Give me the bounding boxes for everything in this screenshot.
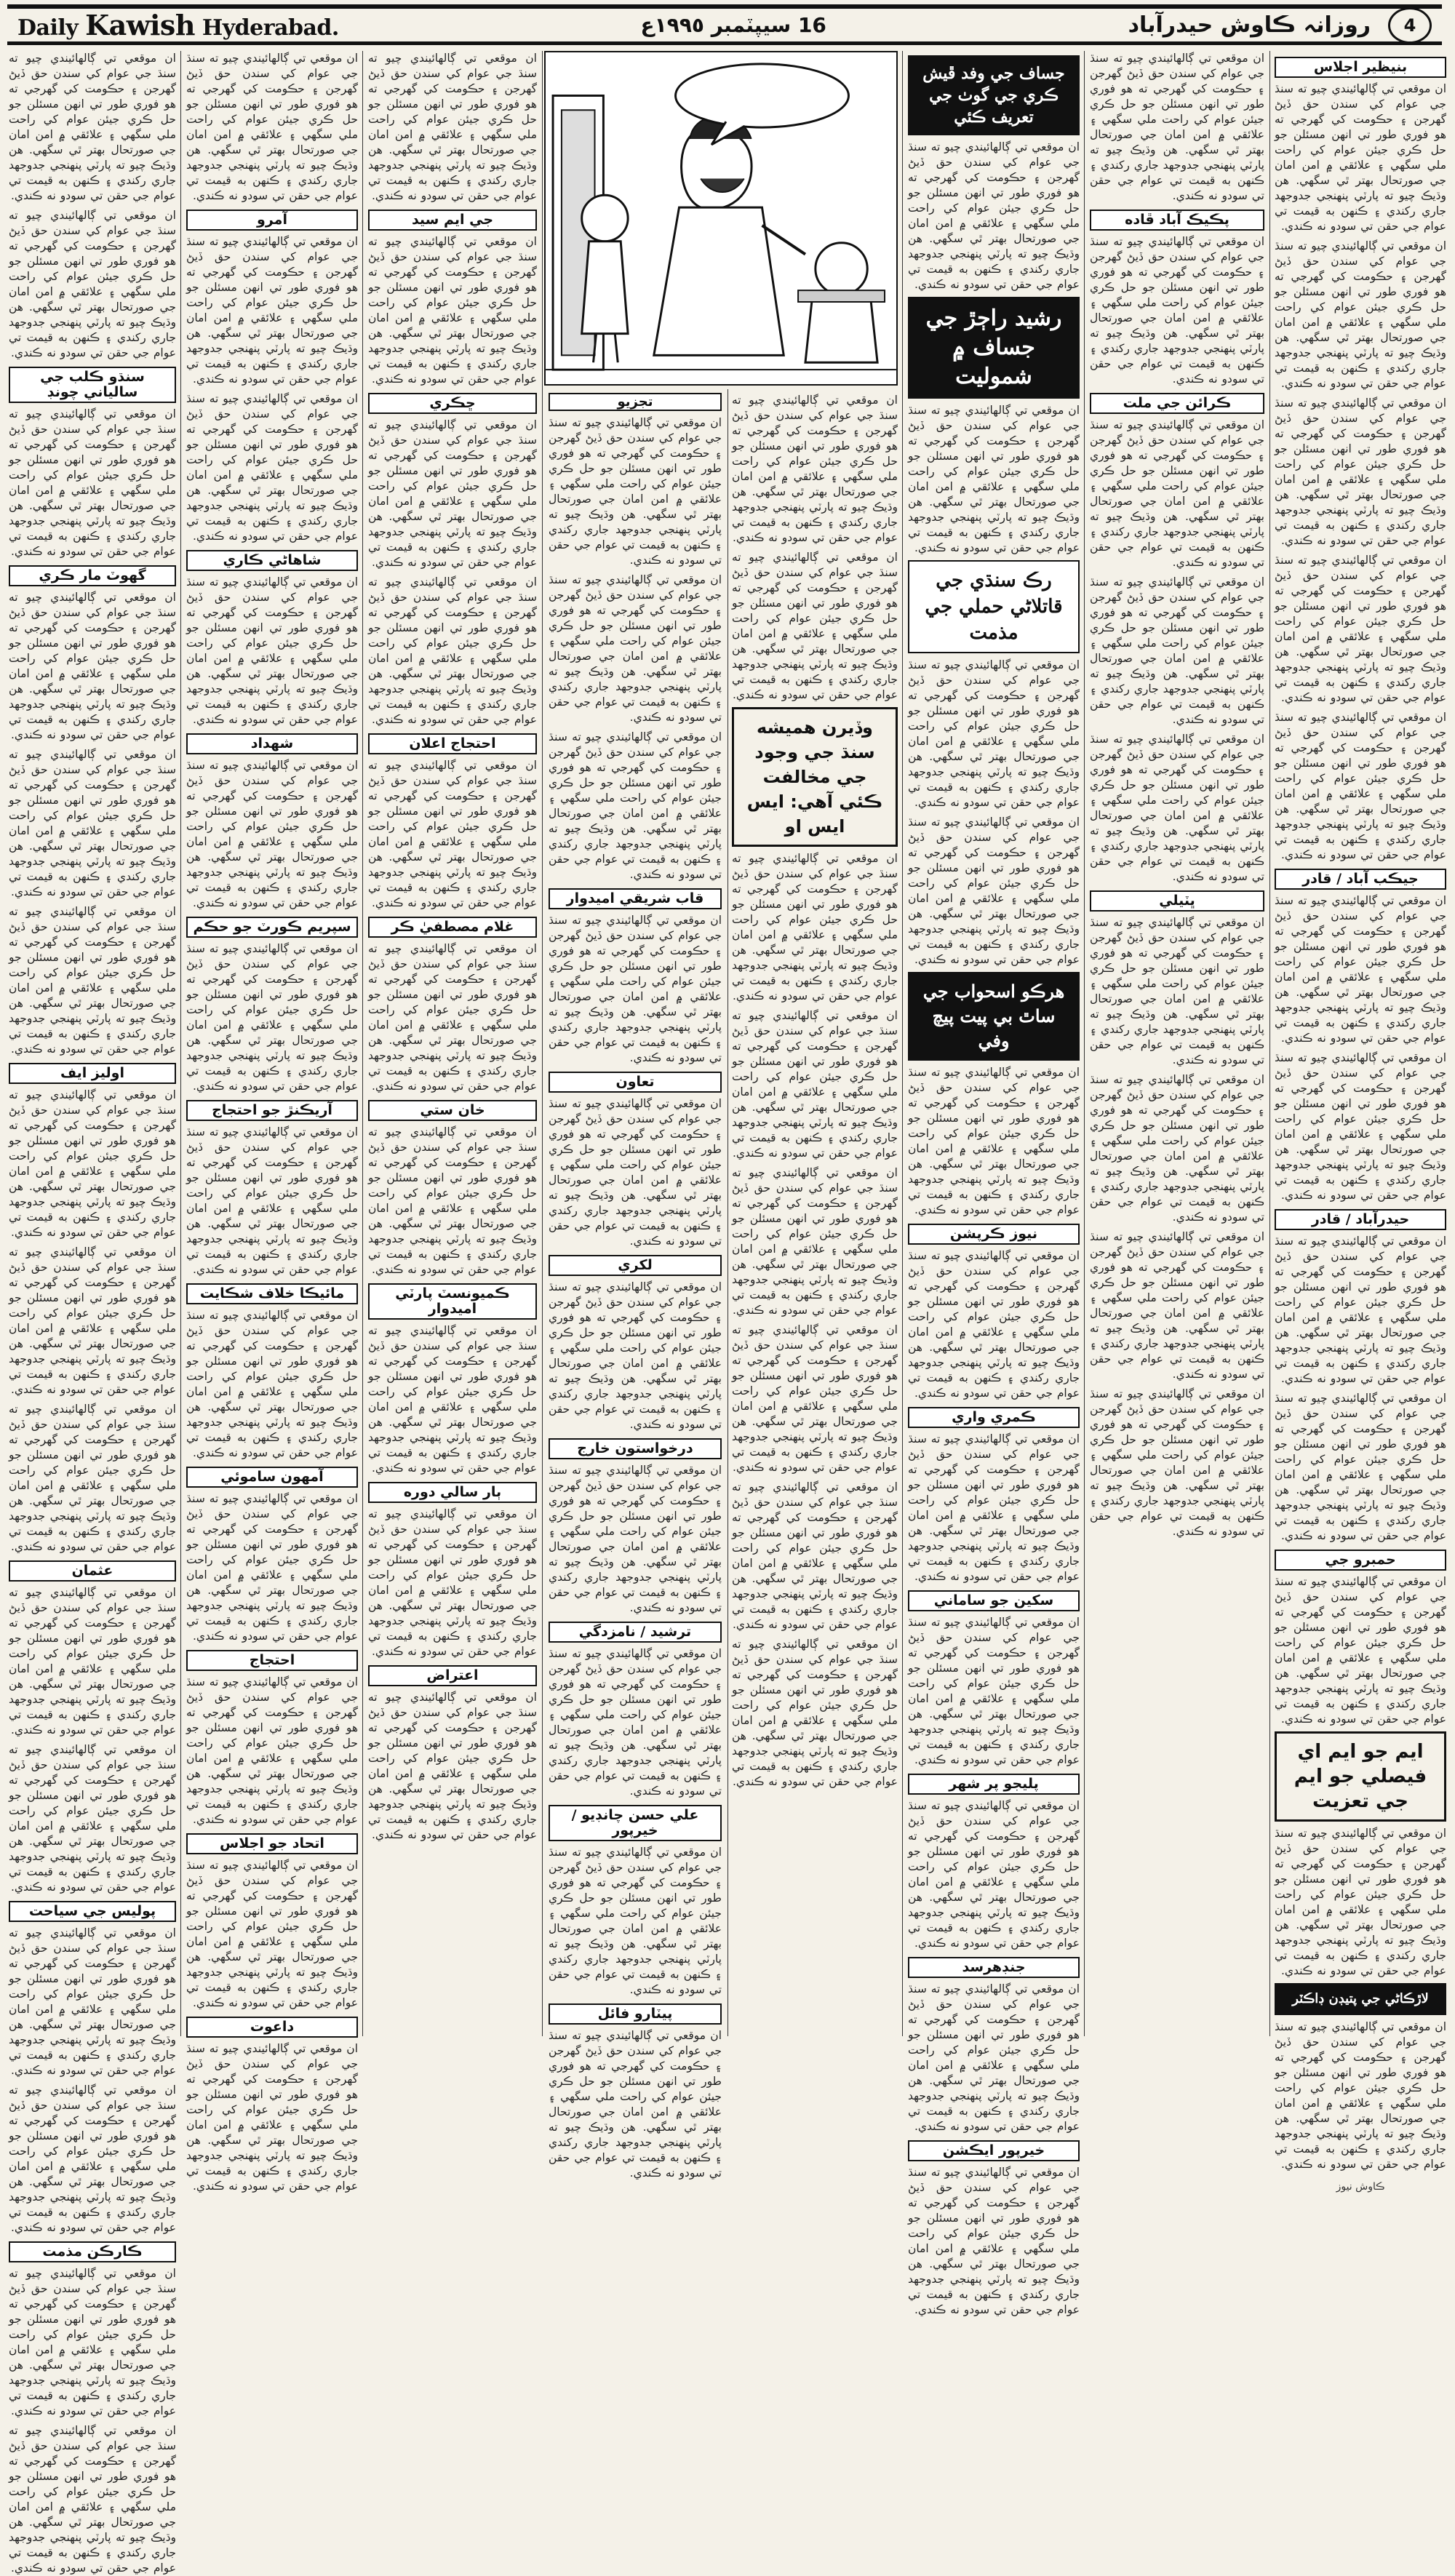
article-text: ان موقعي تي ڳالهائيندي چيو ته سنڌ جي عوام کي سندن حق ڏيڻ گهرجن ۽ حڪومت کي گهرجي ته هو فوري طور تي انهن مسئلن جو حل ڪري جيئن عوام کي راحت ملي سگهي ۽ علائقي ۾ امن امان جي صورتحال بهتر ٿي سگهي. هن وڌيڪ چيو ته پارٽي پنهنجي جدوجهد جاري رکندي ۽ ڪنهن به قيمت تي عوام جي حقن تي سودو نه ڪندي. bbox=[549, 1097, 722, 1248]
article-text: ان موقعي تي ڳالهائيندي چيو ته سنڌ جي عوام کي سندن حق ڏيڻ گهرجن ۽ حڪومت کي گهرجي ته هو فوري طور تي انهن مسئلن جو حل ڪري جيئن عوام کي راحت ملي سگهي ۽ علائقي ۾ امن امان جي صورتحال بهتر ٿي سگهي. هن وڌيڪ چيو ته پارٽي پنهنجي جدوجهد جاري رکندي ۽ ڪنهن به قيمت تي عوام جي حقن تي سودو نه ڪندي. bbox=[1275, 1051, 1446, 1202]
headline: داعوت bbox=[186, 2017, 358, 2038]
article-text: ان موقعي تي ڳالهائيندي چيو ته سنڌ جي عوام کي سندن حق ڏيڻ گهرجن ۽ حڪومت کي گهرجي ته هو فوري طور تي انهن مسئلن جو حل ڪري جيئن عوام کي راحت ملي سگهي ۽ علائقي ۾ امن امان جي صورتحال بهتر ٿي سگهي. هن وڌيڪ چيو ته پارٽي پنهنجي جدوجهد جاري رکندي ۽ ڪنهن به قيمت تي عوام جي حقن تي سودو نه ڪندي. bbox=[1089, 733, 1264, 883]
article-text: ان موقعي تي ڳالهائيندي چيو ته سنڌ جي عوام کي سندن حق ڏيڻ گهرجن ۽ حڪومت کي گهرجي ته هو فوري طور تي انهن مسئلن جو حل ڪري جيئن عوام کي راحت ملي سگهي ۽ علائقي ۾ امن امان جي صورتحال بهتر ٿي سگهي. هن وڌيڪ چيو ته پارٽي پنهنجي جدوجهد جاري رکندي ۽ ڪنهن به قيمت تي عوام جي حقن تي سودو نه ڪندي. bbox=[186, 942, 358, 1093]
article-text: ان موقعي تي ڳالهائيندي چيو ته سنڌ جي عوام کي سندن حق ڏيڻ گهرجن ۽ حڪومت کي گهرجي ته هو فوري طور تي انهن مسئلن جو حل ڪري جيئن عوام کي راحت ملي سگهي ۽ علائقي ۾ امن امان جي صورتحال بهتر ٿي سگهي. هن وڌيڪ چيو ته پارٽي پنهنجي جدوجهد جاري رکندي ۽ ڪنهن به قيمت تي عوام جي حقن تي سودو نه ڪندي. bbox=[9, 1926, 176, 2077]
urdu-title: روزانہ ڪاوش حيدرآباد bbox=[1128, 12, 1371, 38]
headline: نيوز ڪرپشن bbox=[908, 1224, 1080, 1245]
article-text: ان موقعي تي ڳالهائيندي چيو ته سنڌ جي عوام کي سندن حق ڏيڻ گهرجن ۽ حڪومت کي گهرجي ته هو فوري طور تي انهن مسئلن جو حل ڪري جيئن عوام کي راحت ملي سگهي ۽ علائقي ۾ امن امان جي صورتحال بهتر ٿي سگهي. هن وڌيڪ چيو ته پارٽي پنهنجي جدوجهد جاري رکندي ۽ ڪنهن به قيمت تي عوام جي حقن تي سودو نه ڪندي. bbox=[908, 1616, 1080, 1766]
article-text: ان موقعي تي ڳالهائيندي چيو ته سنڌ جي عوام کي سندن حق ڏيڻ گهرجن ۽ حڪومت کي گهرجي ته هو فوري طور تي انهن مسئلن جو حل ڪري جيئن عوام کي راحت ملي سگهي ۽ علائقي ۾ امن امان جي صورتحال بهتر ٿي سگهي. هن وڌيڪ چيو ته پارٽي پنهنجي جدوجهد جاري رکندي ۽ ڪنهن به قيمت تي عوام جي حقن تي سودو نه ڪندي. bbox=[9, 1586, 176, 1736]
english-brand bbox=[17, 9, 339, 41]
pull-quote: وڏيرن هميشه سنڌ جي وجود جي مخالفت ڪئي آهي: ايس ايس او bbox=[732, 707, 898, 847]
article-text: ان موقعي تي ڳالهائيندي چيو ته سنڌ جي عوام کي سندن حق ڏيڻ گهرجن ۽ حڪومت کي گهرجي ته هو فوري طور تي انهن مسئلن جو حل ڪري جيئن عوام کي راحت ملي سگهي ۽ علائقي ۾ امن امان جي صورتحال بهتر ٿي سگهي. هن وڌيڪ چيو ته پارٽي پنهنجي جدوجهد جاري رکندي ۽ ڪنهن به قيمت تي عوام جي حقن تي سودو نه ڪندي. bbox=[732, 852, 898, 1002]
article-text: ان موقعي تي ڳالهائيندي چيو ته سنڌ جي عوام کي سندن حق ڏيڻ گهرجن ۽ حڪومت کي گهرجي ته هو فوري طور تي انهن مسئلن جو حل ڪري جيئن عوام کي راحت ملي سگهي ۽ علائقي ۾ امن امان جي صورتحال بهتر ٿي سگهي. هن وڌيڪ چيو ته پارٽي پنهنجي جدوجهد جاري رکندي ۽ ڪنهن به قيمت تي عوام جي حقن تي سودو نه ڪندي. bbox=[549, 730, 722, 881]
column-6 bbox=[1090, 51, 1264, 2036]
article-text: ان موقعي تي ڳالهائيندي چيو ته سنڌ جي عوام کي سندن حق ڏيڻ گهرجن ۽ حڪومت کي گهرجي ته هو فوري طور تي انهن مسئلن جو حل ڪري جيئن عوام کي راحت ملي سگهي ۽ علائقي ۾ امن امان جي صورتحال بهتر ٿي سگهي. هن وڌيڪ چيو ته پارٽي پنهنجي جدوجهد جاري رکندي ۽ ڪنهن به قيمت تي عوام جي حقن تي سودو نه ڪندي. bbox=[732, 1166, 898, 1317]
headline: ڪمري واري bbox=[908, 1407, 1080, 1428]
article-text: ان موقعي تي ڳالهائيندي چيو ته سنڌ جي عوام کي سندن حق ڏيڻ گهرجن ۽ حڪومت کي گهرجي ته هو فوري طور تي انهن مسئلن جو حل ڪري جيئن عوام کي راحت ملي سگهي ۽ علائقي ۾ امن امان جي صورتحال بهتر ٿي سگهي. هن وڌيڪ چيو ته پارٽي پنهنجي جدوجهد جاري رکندي ۽ ڪنهن به قيمت تي عوام جي حقن تي سودو نه ڪندي. bbox=[9, 2267, 176, 2417]
article-text: ان موقعي تي ڳالهائيندي چيو ته سنڌ جي عوام کي سندن حق ڏيڻ گهرجن ۽ حڪومت کي گهرجي ته هو فوري طور تي انهن مسئلن جو حل ڪري جيئن عوام کي راحت ملي سگهي ۽ علائقي ۾ امن امان جي صورتحال بهتر ٿي سگهي. هن وڌيڪ چيو ته پارٽي پنهنجي جدوجهد جاري رکندي ۽ ڪنهن به قيمت تي عوام جي حقن تي سودو نه ڪندي. bbox=[732, 1323, 898, 1474]
article-text: ان موقعي تي ڳالهائيندي چيو ته سنڌ جي عوام کي سندن حق ڏيڻ گهرجن ۽ حڪومت کي گهرجي ته هو فوري طور تي انهن مسئلن جو حل ڪري جيئن عوام کي راحت ملي سگهي ۽ علائقي ۾ امن امان جي صورتحال بهتر ٿي سگهي. هن وڌيڪ چيو ته پارٽي پنهنجي جدوجهد جاري رکندي ۽ ڪنهن به قيمت تي عوام جي حقن تي سودو نه ڪندي. bbox=[1089, 1230, 1264, 1381]
article-text: ان موقعي تي ڳالهائيندي چيو ته سنڌ جي عوام کي سندن حق ڏيڻ گهرجن ۽ حڪومت کي گهرجي ته هو فوري طور تي انهن مسئلن جو حل ڪري جيئن عوام کي راحت ملي سگهي ۽ علائقي ۾ امن امان جي صورتحال بهتر ٿي سگهي. هن وڌيڪ چيو ته پارٽي پنهنجي جدوجهد جاري رکندي ۽ ڪنهن به قيمت تي عوام جي حقن تي سودو نه ڪندي. bbox=[9, 1245, 176, 1396]
article-text: ان موقعي تي ڳالهائيندي چيو ته سنڌ جي عوام کي سندن حق ڏيڻ گهرجن ۽ حڪومت کي گهرجي ته هو فوري طور تي انهن مسئلن جو حل ڪري جيئن عوام کي راحت ملي سگهي ۽ علائقي ۾ امن امان جي صورتحال بهتر ٿي سگهي. هن وڌيڪ چيو ته پارٽي پنهنجي جدوجهد جاري رکندي ۽ ڪنهن به قيمت تي عوام جي حقن تي سودو نه ڪندي. bbox=[549, 1647, 722, 1798]
article-text: ان موقعي تي ڳالهائيندي چيو ته سنڌ جي عوام کي سندن حق ڏيڻ گهرجن ۽ حڪومت کي گهرجي ته هو فوري طور تي انهن مسئلن جو حل ڪري جيئن عوام کي راحت ملي سگهي ۽ علائقي ۾ امن امان جي صورتحال بهتر ٿي سگهي. هن وڌيڪ چيو ته پارٽي پنهنجي جدوجهد جاري رکندي ۽ ڪنهن به قيمت تي عوام جي حقن تي سودو نه ڪندي. bbox=[1089, 1073, 1264, 1224]
headline: پڪيڪ آباد ڦاده bbox=[1090, 210, 1264, 231]
headline: لکري bbox=[549, 1255, 722, 1276]
headline: مائيڪا خلاف شڪايت bbox=[186, 1283, 358, 1304]
headline: جيڪب آباد / قادر bbox=[1275, 869, 1446, 890]
article-text: ان موقعي تي ڳالهائيندي چيو ته سنڌ جي عوام کي سندن حق ڏيڻ گهرجن ۽ حڪومت کي گهرجي ته هو فوري طور تي انهن مسئلن جو حل ڪري جيئن عوام کي راحت ملي سگهي ۽ علائقي ۾ امن امان جي صورتحال بهتر ٿي سگهي. هن وڌيڪ چيو ته پارٽي پنهنجي جدوجهد جاري رکندي ۽ ڪنهن به قيمت تي عوام جي حقن تي سودو نه ڪندي. bbox=[908, 404, 1080, 554]
article-text: ان موقعي تي ڳالهائيندي چيو ته سنڌ جي عوام کي سندن حق ڏيڻ گهرجن ۽ حڪومت کي گهرجي ته هو فوري طور تي انهن مسئلن جو حل ڪري جيئن عوام کي راحت ملي سگهي ۽ علائقي ۾ امن امان جي صورتحال بهتر ٿي سگهي. هن وڌيڪ چيو ته پارٽي پنهنجي جدوجهد جاري رکندي ۽ ڪنهن به قيمت تي عوام جي حقن تي سودو نه ڪندي. bbox=[732, 394, 898, 544]
column-4b bbox=[732, 393, 898, 2036]
article-text: ان موقعي تي ڳالهائيندي چيو ته سنڌ جي عوام کي سندن حق ڏيڻ گهرجن ۽ حڪومت کي گهرجي ته هو فوري طور تي انهن مسئلن جو حل ڪري جيئن عوام کي راحت ملي سگهي ۽ علائقي ۾ امن امان جي صورتحال بهتر ٿي سگهي. هن وڌيڪ چيو ته پارٽي پنهنجي جدوجهد جاري رکندي ۽ ڪنهن به قيمت تي عوام جي حقن تي سودو نه ڪندي. bbox=[9, 2424, 176, 2575]
headline: شاهاڻي ڪاري bbox=[186, 550, 358, 571]
headline: پليجو پر شهر bbox=[908, 1774, 1080, 1795]
headline: جي ايم سيد bbox=[368, 210, 537, 231]
article-text: ان موقعي تي ڳالهائيندي چيو ته سنڌ جي عوام کي سندن حق ڏيڻ گهرجن ۽ حڪومت کي گهرجي ته هو فوري طور تي انهن مسئلن جو حل ڪري جيئن عوام کي راحت ملي سگهي ۽ علائقي ۾ امن امان جي صورتحال بهتر ٿي سگهي. هن وڌيڪ چيو ته پارٽي پنهنجي جدوجهد جاري رکندي ۽ ڪنهن به قيمت تي عوام جي حقن تي سودو نه ڪندي. bbox=[186, 1125, 358, 1276]
editorial-cartoon bbox=[544, 51, 898, 386]
column-7 bbox=[1275, 51, 1446, 2193]
article-text: ان موقعي تي ڳالهائيندي چيو ته سنڌ جي عوام کي سندن حق ڏيڻ گهرجن ۽ حڪومت کي گهرجي ته هو فوري طور تي انهن مسئلن جو حل ڪري جيئن عوام کي راحت ملي سگهي ۽ علائقي ۾ امن امان جي صورتحال بهتر ٿي سگهي. هن وڌيڪ چيو ته پارٽي پنهنجي جدوجهد جاري رکندي ۽ ڪنهن به قيمت تي عوام جي حقن تي سودو نه ڪندي. bbox=[186, 235, 358, 386]
article-text: ان موقعي تي ڳالهائيندي چيو ته سنڌ جي عوام کي سندن حق ڏيڻ گهرجن ۽ حڪومت کي گهرجي ته هو فوري طور تي انهن مسئلن جو حل ڪري جيئن عوام کي راحت ملي سگهي ۽ علائقي ۾ امن امان جي صورتحال بهتر ٿي سگهي. هن وڌيڪ چيو ته پارٽي پنهنجي جدوجهد جاري رکندي ۽ ڪنهن به قيمت تي عوام جي حقن تي سودو نه ڪندي. bbox=[186, 759, 358, 909]
headline: اوليز ايف bbox=[9, 1063, 176, 1084]
article-text: ان موقعي تي ڳالهائيندي چيو ته سنڌ جي عوام کي سندن حق ڏيڻ گهرجن ۽ حڪومت کي گهرجي ته هو فوري طور تي انهن مسئلن جو حل ڪري جيئن عوام کي راحت ملي سگهي ۽ علائقي ۾ امن امان جي صورتحال بهتر ٿي سگهي. هن وڌيڪ چيو ته پارٽي پنهنجي جدوجهد جاري رکندي ۽ ڪنهن به قيمت تي عوام جي حقن تي سودو نه ڪندي. bbox=[908, 1982, 1080, 2133]
column-1 bbox=[9, 51, 176, 2575]
headline: ڪرائن جي ملت bbox=[1090, 393, 1264, 414]
article-text: ان موقعي تي ڳالهائيندي چيو ته سنڌ جي عوام کي سندن حق ڏيڻ گهرجن ۽ حڪومت کي گهرجي ته هو فوري طور تي انهن مسئلن جو حل ڪري جيئن عوام کي راحت ملي سگهي ۽ علائقي ۾ امن امان جي صورتحال بهتر ٿي سگهي. هن وڌيڪ چيو ته پارٽي پنهنجي جدوجهد جاري رکندي ۽ ڪنهن به قيمت تي عوام جي حقن تي سودو نه ڪندي. bbox=[1089, 1387, 1264, 1538]
article-text: ان موقعي تي ڳالهائيندي چيو ته سنڌ جي عوام کي سندن حق ڏيڻ گهرجن ۽ حڪومت کي گهرجي ته هو فوري طور تي انهن مسئلن جو حل ڪري جيئن عوام کي راحت ملي سگهي ۽ علائقي ۾ امن امان جي صورتحال بهتر ٿي سگهي. هن وڌيڪ چيو ته پارٽي پنهنجي جدوجهد جاري رکندي ۽ ڪنهن به قيمت تي عوام جي حقن تي سودو نه ڪندي. bbox=[549, 914, 722, 1064]
headline: تعاون bbox=[549, 1072, 722, 1093]
column-5 bbox=[908, 51, 1080, 2316]
brand-suffix: Hyderabad. bbox=[194, 15, 339, 41]
section-title: تجزيو bbox=[549, 393, 722, 411]
cartoon-drawing bbox=[546, 52, 896, 384]
headline: آمرو bbox=[186, 210, 358, 231]
headline: شهداد bbox=[186, 733, 358, 754]
column-rule bbox=[1084, 51, 1085, 2036]
headline: عثمان bbox=[9, 1560, 176, 1582]
headline: سکين جو ساماني bbox=[908, 1590, 1080, 1611]
article-text: ان موقعي تي ڳالهائيندي چيو ته سنڌ جي عوام کي سندن حق ڏيڻ گهرجن ۽ حڪومت کي گهرجي ته هو فوري طور تي انهن مسئلن جو حل ڪري جيئن عوام کي راحت ملي سگهي ۽ علائقي ۾ امن امان جي صورتحال بهتر ٿي سگهي. هن وڌيڪ چيو ته پارٽي پنهنجي جدوجهد جاري رکندي ۽ ڪنهن به قيمت تي عوام جي حقن تي سودو نه ڪندي. bbox=[1275, 396, 1446, 547]
headline: ٻار سالي دوره bbox=[368, 1482, 537, 1503]
article-text: ان موقعي تي ڳالهائيندي چيو ته سنڌ جي عوام کي سندن حق ڏيڻ گهرجن ۽ حڪومت کي گهرجي ته هو فوري طور تي انهن مسئلن جو حل ڪري جيئن عوام کي راحت ملي سگهي ۽ علائقي ۾ امن امان جي صورتحال بهتر ٿي سگهي. هن وڌيڪ چيو ته پارٽي پنهنجي جدوجهد جاري رکندي ۽ ڪنهن به قيمت تي عوام جي حقن تي سودو نه ڪندي. bbox=[1089, 418, 1264, 569]
headline: ڇڪري bbox=[368, 393, 537, 414]
headline: جنڊهرسد bbox=[908, 1957, 1080, 1978]
article-text: ان موقعي تي ڳالهائيندي چيو ته سنڌ جي عوام کي سندن حق ڏيڻ گهرجن ۽ حڪومت کي گهرجي ته هو فوري طور تي انهن مسئلن جو حل ڪري جيئن عوام کي راحت ملي سگهي ۽ علائقي ۾ امن امان جي صورتحال بهتر ٿي سگهي. هن وڌيڪ چيو ته پارٽي پنهنجي جدوجهد جاري رکندي ۽ ڪنهن به قيمت تي عوام جي حقن تي سودو نه ڪندي. bbox=[186, 1309, 358, 1459]
headline: آريڪنڙ جو احتجاج bbox=[186, 1100, 358, 1121]
article-text: ان موقعي تي ڳالهائيندي چيو ته سنڌ جي عوام کي سندن حق ڏيڻ گهرجن ۽ حڪومت کي گهرجي ته هو فوري طور تي انهن مسئلن جو حل ڪري جيئن عوام کي راحت ملي سگهي ۽ علائقي ۾ امن امان جي صورتحال بهتر ٿي سگهي. هن وڌيڪ چيو ته پارٽي پنهنجي جدوجهد جاري رکندي ۽ ڪنهن به قيمت تي عوام جي حقن تي سودو نه ڪندي. bbox=[908, 658, 1080, 809]
article-text: ان موقعي تي ڳالهائيندي چيو ته سنڌ جي عوام کي سندن حق ڏيڻ گهرجن ۽ حڪومت کي گهرجي ته هو فوري طور تي انهن مسئلن جو حل ڪري جيئن عوام کي راحت ملي سگهي ۽ علائقي ۾ امن امان جي صورتحال بهتر ٿي سگهي. هن وڌيڪ چيو ته پارٽي پنهنجي جدوجهد جاري رکندي ۽ ڪنهن به قيمت تي عوام جي حقن تي سودو نه ڪندي. bbox=[1089, 916, 1264, 1066]
column-rule bbox=[542, 51, 543, 2036]
headline: احتجاج اعلان bbox=[368, 733, 537, 754]
headline: غلام مصطفيٰ ڪر bbox=[368, 917, 537, 938]
bottom-box: لاڙڪاڻي جي پتيڊن ڊاڪٽر bbox=[1275, 1983, 1446, 2015]
article-text: ان موقعي تي ڳالهائيندي چيو ته سنڌ جي عوام کي سندن حق ڏيڻ گهرجن ۽ حڪومت کي گهرجي ته هو فوري طور تي انهن مسئلن جو حل ڪري جيئن عوام کي راحت ملي سگهي ۽ علائقي ۾ امن امان جي صورتحال بهتر ٿي سگهي. هن وڌيڪ چيو ته پارٽي پنهنجي جدوجهد جاري رکندي ۽ ڪنهن به قيمت تي عوام جي حقن تي سودو نه ڪندي. bbox=[1089, 52, 1264, 202]
article-text: ان موقعي تي ڳالهائيندي چيو ته سنڌ جي عوام کي سندن حق ڏيڻ گهرجن ۽ حڪومت کي گهرجي ته هو فوري طور تي انهن مسئلن جو حل ڪري جيئن عوام کي راحت ملي سگهي ۽ علائقي ۾ امن امان جي صورتحال بهتر ٿي سگهي. هن وڌيڪ چيو ته پارٽي پنهنجي جدوجهد جاري رکندي ۽ ڪنهن به قيمت تي عوام جي حقن تي سودو نه ڪندي. bbox=[9, 407, 176, 558]
headline: قاب شريقي اميدوار bbox=[549, 888, 722, 909]
article-text: ان موقعي تي ڳالهائيندي چيو ته سنڌ جي عوام کي سندن حق ڏيڻ گهرجن ۽ حڪومت کي گهرجي ته هو فوري طور تي انهن مسئلن جو حل ڪري جيئن عوام کي راحت ملي سگهي ۽ علائقي ۾ امن امان جي صورتحال بهتر ٿي سگهي. هن وڌيڪ چيو ته پارٽي پنهنجي جدوجهد جاري رکندي ۽ ڪنهن به قيمت تي عوام جي حقن تي سودو نه ڪندي. bbox=[1275, 711, 1446, 861]
article-text: ان موقعي تي ڳالهائيندي چيو ته سنڌ جي عوام کي سندن حق ڏيڻ گهرجن ۽ حڪومت کي گهرجي ته هو فوري طور تي انهن مسئلن جو حل ڪري جيئن عوام کي راحت ملي سگهي ۽ علائقي ۾ امن امان جي صورتحال بهتر ٿي سگهي. هن وڌيڪ چيو ته پارٽي پنهنجي جدوجهد جاري رکندي ۽ ڪنهن به قيمت تي عوام جي حقن تي سودو نه ڪندي. bbox=[368, 759, 537, 909]
article-text: ان موقعي تي ڳالهائيندي چيو ته سنڌ جي عوام کي سندن حق ڏيڻ گهرجن ۽ حڪومت کي گهرجي ته هو فوري طور تي انهن مسئلن جو حل ڪري جيئن عوام کي راحت ملي سگهي ۽ علائقي ۾ امن امان جي صورتحال بهتر ٿي سگهي. هن وڌيڪ چيو ته پارٽي پنهنجي جدوجهد جاري رکندي ۽ ڪنهن به قيمت تي عوام جي حقن تي سودو نه ڪندي. bbox=[368, 1507, 537, 1658]
article-text: ان موقعي تي ڳالهائيندي چيو ته سنڌ جي عوام کي سندن حق ڏيڻ گهرجن ۽ حڪومت کي گهرجي ته هو فوري طور تي انهن مسئلن جو حل ڪري جيئن عوام کي راحت ملي سگهي ۽ علائقي ۾ امن امان جي صورتحال بهتر ٿي سگهي. هن وڌيڪ چيو ته پارٽي پنهنجي جدوجهد جاري رکندي ۽ ڪنهن به قيمت تي عوام جي حقن تي سودو نه ڪندي. bbox=[9, 1088, 176, 1239]
article-text: ان موقعي تي ڳالهائيندي چيو ته سنڌ جي عوام کي سندن حق ڏيڻ گهرجن ۽ حڪومت کي گهرجي ته هو فوري طور تي انهن مسئلن جو حل ڪري جيئن عوام کي راحت ملي سگهي ۽ علائقي ۾ امن امان جي صورتحال بهتر ٿي سگهي. هن وڌيڪ چيو ته پارٽي پنهنجي جدوجهد جاري رکندي ۽ ڪنهن به قيمت تي عوام جي حقن تي سودو نه ڪندي. bbox=[186, 1492, 358, 1643]
calligraphy-box: هرڪو اسحواب جي ساٿ بي پيت پيچ وفي bbox=[908, 972, 1080, 1061]
article-text: ان موقعي تي ڳالهائيندي چيو ته سنڌ جي عوام کي سندن حق ڏيڻ گهرجن ۽ حڪومت کي گهرجي ته هو فوري طور تي انهن مسئلن جو حل ڪري جيئن عوام کي راحت ملي سگهي ۽ علائقي ۾ امن امان جي صورتحال بهتر ٿي سگهي. هن وڌيڪ چيو ته پارٽي پنهنجي جدوجهد جاري رکندي ۽ ڪنهن به قيمت تي عوام جي حقن تي سودو نه ڪندي. bbox=[9, 905, 176, 1056]
article-text: ان موقعي تي ڳالهائيندي چيو ته سنڌ جي عوام کي سندن حق ڏيڻ گهرجن ۽ حڪومت کي گهرجي ته هو فوري طور تي انهن مسئلن جو حل ڪري جيئن عوام کي راحت ملي سگهي ۽ علائقي ۾ امن امان جي صورتحال بهتر ٿي سگهي. هن وڌيڪ چيو ته پارٽي پنهنجي جدوجهد جاري رکندي ۽ ڪنهن به قيمت تي عوام جي حقن تي سودو نه ڪندي. bbox=[368, 52, 537, 202]
headline: حمبرو جي bbox=[1275, 1550, 1446, 1571]
article-text: ان موقعي تي ڳالهائيندي چيو ته سنڌ جي عوام کي سندن حق ڏيڻ گهرجن ۽ حڪومت کي گهرجي ته هو فوري طور تي انهن مسئلن جو حل ڪري جيئن عوام کي راحت ملي سگهي ۽ علائقي ۾ امن امان جي صورتحال بهتر ٿي سگهي. هن وڌيڪ چيو ته پارٽي پنهنجي جدوجهد جاري رکندي ۽ ڪنهن به قيمت تي عوام جي حقن تي سودو نه ڪندي. bbox=[732, 551, 898, 701]
article-text: ان موقعي تي ڳالهائيندي چيو ته سنڌ جي عوام کي سندن حق ڏيڻ گهرجن ۽ حڪومت کي گهرجي ته هو فوري طور تي انهن مسئلن جو حل ڪري جيئن عوام کي راحت ملي سگهي ۽ علائقي ۾ امن امان جي صورتحال بهتر ٿي سگهي. هن وڌيڪ چيو ته پارٽي پنهنجي جدوجهد جاري رکندي ۽ ڪنهن به قيمت تي عوام جي حقن تي سودو نه ڪندي. bbox=[9, 1403, 176, 1553]
article-text: ان موقعي تي ڳالهائيندي چيو ته سنڌ جي عوام کي سندن حق ڏيڻ گهرجن ۽ حڪومت کي گهرجي ته هو فوري طور تي انهن مسئلن جو حل ڪري جيئن عوام کي راحت ملي سگهي ۽ علائقي ۾ امن امان جي صورتحال بهتر ٿي سگهي. هن وڌيڪ چيو ته پارٽي پنهنجي جدوجهد جاري رکندي ۽ ڪنهن به قيمت تي عوام جي حقن تي سودو نه ڪندي. bbox=[1089, 575, 1264, 726]
article-text: ان موقعي تي ڳالهائيندي چيو ته سنڌ جي عوام کي سندن حق ڏيڻ گهرجن ۽ حڪومت کي گهرجي ته هو فوري طور تي انهن مسئلن جو حل ڪري جيئن عوام کي راحت ملي سگهي ۽ علائقي ۾ امن امان جي صورتحال بهتر ٿي سگهي. هن وڌيڪ چيو ته پارٽي پنهنجي جدوجهد جاري رکندي ۽ ڪنهن به قيمت تي عوام جي حقن تي سودو نه ڪندي. bbox=[549, 1464, 722, 1614]
column-2 bbox=[186, 51, 358, 2193]
headline: حيدرآباد / قادر bbox=[1275, 1209, 1446, 1230]
article-text: ان موقعي تي ڳالهائيندي چيو ته سنڌ جي عوام کي سندن حق ڏيڻ گهرجن ۽ حڪومت کي گهرجي ته هو فوري طور تي انهن مسئلن جو حل ڪري جيئن عوام کي راحت ملي سگهي ۽ علائقي ۾ امن امان جي صورتحال بهتر ٿي سگهي. هن وڌيڪ چيو ته پارٽي پنهنجي جدوجهد جاري رکندي ۽ ڪنهن به قيمت تي عوام جي حقن تي سودو نه ڪندي. bbox=[9, 52, 176, 202]
issue-date: 16 سيپٽمبر ١٩٩٥ع bbox=[640, 13, 826, 37]
article-text: ان موقعي تي ڳالهائيندي چيو ته سنڌ جي عوام کي سندن حق ڏيڻ گهرجن ۽ حڪومت کي گهرجي ته هو فوري طور تي انهن مسئلن جو حل ڪري جيئن عوام کي راحت ملي سگهي ۽ علائقي ۾ امن امان جي صورتحال بهتر ٿي سگهي. هن وڌيڪ چيو ته پارٽي پنهنجي جدوجهد جاري رکندي ۽ ڪنهن به قيمت تي عوام جي حقن تي سودو نه ڪندي. bbox=[908, 816, 1080, 966]
dark-headline-box: رشيد راڄڙ جي جساف ۾ شموليت bbox=[908, 297, 1080, 399]
headline: گهوٽ مار ڪري bbox=[9, 565, 176, 586]
footer-note: ڪاوش نيوز bbox=[1336, 2181, 1385, 2193]
article-text: ان موقعي تي ڳالهائيندي چيو ته سنڌ جي عوام کي سندن حق ڏيڻ گهرجن ۽ حڪومت کي گهرجي ته هو فوري طور تي انهن مسئلن جو حل ڪري جيئن عوام کي راحت ملي سگهي ۽ علائقي ۾ امن امان جي صورتحال بهتر ٿي سگهي. هن وڌيڪ چيو ته پارٽي پنهنجي جدوجهد جاري رکندي ۽ ڪنهن به قيمت تي عوام جي حقن تي سودو نه ڪندي. bbox=[1275, 1575, 1446, 1726]
article-text: ان موقعي تي ڳالهائيندي چيو ته سنڌ جي عوام کي سندن حق ڏيڻ گهرجن ۽ حڪومت کي گهرجي ته هو فوري طور تي انهن مسئلن جو حل ڪري جيئن عوام کي راحت ملي سگهي ۽ علائقي ۾ امن امان جي صورتحال بهتر ٿي سگهي. هن وڌيڪ چيو ته پارٽي پنهنجي جدوجهد جاري رکندي ۽ ڪنهن به قيمت تي عوام جي حقن تي سودو نه ڪندي. bbox=[1275, 1827, 1446, 1977]
headline: درخواستون خارج bbox=[549, 1438, 722, 1459]
article-text: ان موقعي تي ڳالهائيندي چيو ته سنڌ جي عوام کي سندن حق ڏيڻ گهرجن ۽ حڪومت کي گهرجي ته هو فوري طور تي انهن مسئلن جو حل ڪري جيئن عوام کي راحت ملي سگهي ۽ علائقي ۾ امن امان جي صورتحال بهتر ٿي سگهي. هن وڌيڪ چيو ته پارٽي پنهنجي جدوجهد جاري رکندي ۽ ڪنهن به قيمت تي عوام جي حقن تي سودو نه ڪندي. bbox=[1275, 894, 1446, 1045]
article-text: ان موقعي تي ڳالهائيندي چيو ته سنڌ جي عوام کي سندن حق ڏيڻ گهرجن ۽ حڪومت کي گهرجي ته هو فوري طور تي انهن مسئلن جو حل ڪري جيئن عوام کي راحت ملي سگهي ۽ علائقي ۾ امن امان جي صورتحال بهتر ٿي سگهي. هن وڌيڪ چيو ته پارٽي پنهنجي جدوجهد جاري رکندي ۽ ڪنهن به قيمت تي عوام جي حقن تي سودو نه ڪندي. bbox=[368, 235, 537, 386]
article-text: ان موقعي تي ڳالهائيندي چيو ته سنڌ جي عوام کي سندن حق ڏيڻ گهرجن ۽ حڪومت کي گهرجي ته هو فوري طور تي انهن مسئلن جو حل ڪري جيئن عوام کي راحت ملي سگهي ۽ علائقي ۾ امن امان جي صورتحال بهتر ٿي سگهي. هن وڌيڪ چيو ته پارٽي پنهنجي جدوجهد جاري رکندي ۽ ڪنهن به قيمت تي عوام جي حقن تي سودو نه ڪندي. bbox=[186, 2042, 358, 2193]
dark-headline-box: جساف جي وفد ڦيش ڪري جي گوٺ جي تعريف ڪئي bbox=[908, 55, 1080, 135]
headline: پوليس جي سياحت bbox=[9, 1901, 176, 1922]
article-text: ان موقعي تي ڳالهائيندي چيو ته سنڌ جي عوام کي سندن حق ڏيڻ گهرجن ۽ حڪومت کي گهرجي ته هو فوري طور تي انهن مسئلن جو حل ڪري جيئن عوام کي راحت ملي سگهي ۽ علائقي ۾ امن امان جي صورتحال بهتر ٿي سگهي. هن وڌيڪ چيو ته پارٽي پنهنجي جدوجهد جاري رکندي ۽ ڪنهن به قيمت تي عوام جي حقن تي سودو نه ڪندي. bbox=[9, 2083, 176, 2234]
article-text: ان موقعي تي ڳالهائيندي چيو ته سنڌ جي عوام کي سندن حق ڏيڻ گهرجن ۽ حڪومت کي گهرجي ته هو فوري طور تي انهن مسئلن جو حل ڪري جيئن عوام کي راحت ملي سگهي ۽ علائقي ۾ امن امان جي صورتحال بهتر ٿي سگهي. هن وڌيڪ چيو ته پارٽي پنهنجي جدوجهد جاري رکندي ۽ ڪنهن به قيمت تي عوام جي حقن تي سودو نه ڪندي. bbox=[908, 1066, 1080, 1216]
article-text: ان موقعي تي ڳالهائيندي چيو ته سنڌ جي عوام کي سندن حق ڏيڻ گهرجن ۽ حڪومت کي گهرجي ته هو فوري طور تي انهن مسئلن جو حل ڪري جيئن عوام کي راحت ملي سگهي ۽ علائقي ۾ امن امان جي صورتحال بهتر ٿي سگهي. هن وڌيڪ چيو ته پارٽي پنهنجي جدوجهد جاري رکندي ۽ ڪنهن به قيمت تي عوام جي حقن تي سودو نه ڪندي. bbox=[186, 1859, 358, 2009]
headline: آمهون ساموئي bbox=[186, 1467, 358, 1488]
article-text: ان موقعي تي ڳالهائيندي چيو ته سنڌ جي عوام کي سندن حق ڏيڻ گهرجن ۽ حڪومت کي گهرجي ته هو فوري طور تي انهن مسئلن جو حل ڪري جيئن عوام کي راحت ملي سگهي ۽ علائقي ۾ امن امان جي صورتحال بهتر ٿي سگهي. هن وڌيڪ چيو ته پارٽي پنهنجي جدوجهد جاري رکندي ۽ ڪنهن به قيمت تي عوام جي حقن تي سودو نه ڪندي. bbox=[549, 416, 722, 567]
article-text: ان موقعي تي ڳالهائيندي چيو ته سنڌ جي عوام کي سندن حق ڏيڻ گهرجن ۽ حڪومت کي گهرجي ته هو فوري طور تي انهن مسئلن جو حل ڪري جيئن عوام کي راحت ملي سگهي ۽ علائقي ۾ امن امان جي صورتحال بهتر ٿي سگهي. هن وڌيڪ چيو ته پارٽي پنهنجي جدوجهد جاري رکندي ۽ ڪنهن به قيمت تي عوام جي حقن تي سودو نه ڪندي. bbox=[549, 2029, 722, 2180]
headline-box: رڪ سنڌي جي قاتلاڻي حملي جي مذمت bbox=[908, 560, 1080, 653]
article-text: ان موقعي تي ڳالهائيندي چيو ته سنڌ جي عوام کي سندن حق ڏيڻ گهرجن ۽ حڪومت کي گهرجي ته هو فوري طور تي انهن مسئلن جو حل ڪري جيئن عوام کي راحت ملي سگهي ۽ علائقي ۾ امن امان جي صورتحال بهتر ٿي سگهي. هن وڌيڪ چيو ته پارٽي پنهنجي جدوجهد جاري رکندي ۽ ڪنهن به قيمت تي عوام جي حقن تي سودو نه ڪندي. bbox=[368, 942, 537, 1093]
article-text: ان موقعي تي ڳالهائيندي چيو ته سنڌ جي عوام کي سندن حق ڏيڻ گهرجن ۽ حڪومت کي گهرجي ته هو فوري طور تي انهن مسئلن جو حل ڪري جيئن عوام کي راحت ملي سگهي ۽ علائقي ۾ امن امان جي صورتحال بهتر ٿي سگهي. هن وڌيڪ چيو ته پارٽي پنهنجي جدوجهد جاري رکندي ۽ ڪنهن به قيمت تي عوام جي حقن تي سودو نه ڪندي. bbox=[549, 1280, 722, 1431]
headline: اتحاد جو اجلاس bbox=[186, 1833, 358, 1854]
brand-prefix: Daily bbox=[17, 15, 86, 41]
article-text: ان موقعي تي ڳالهائيندي چيو ته سنڌ جي عوام کي سندن حق ڏيڻ گهرجن ۽ حڪومت کي گهرجي ته هو فوري طور تي انهن مسئلن جو حل ڪري جيئن عوام کي راحت ملي سگهي ۽ علائقي ۾ امن امان جي صورتحال بهتر ٿي سگهي. هن وڌيڪ چيو ته پارٽي پنهنجي جدوجهد جاري رکندي ۽ ڪنهن به قيمت تي عوام جي حقن تي سودو نه ڪندي. bbox=[1275, 2020, 1446, 2171]
article-text: ان موقعي تي ڳالهائيندي چيو ته سنڌ جي عوام کي سندن حق ڏيڻ گهرجن ۽ حڪومت کي گهرجي ته هو فوري طور تي انهن مسئلن جو حل ڪري جيئن عوام کي راحت ملي سگهي ۽ علائقي ۾ امن امان جي صورتحال بهتر ٿي سگهي. هن وڌيڪ چيو ته پارٽي پنهنجي جدوجهد جاري رکندي ۽ ڪنهن به قيمت تي عوام جي حقن تي سودو نه ڪندي. bbox=[732, 1638, 898, 1788]
article-text: ان موقعي تي ڳالهائيندي چيو ته سنڌ جي عوام کي سندن حق ڏيڻ گهرجن ۽ حڪومت کي گهرجي ته هو فوري طور تي انهن مسئلن جو حل ڪري جيئن عوام کي راحت ملي سگهي ۽ علائقي ۾ امن امان جي صورتحال بهتر ٿي سگهي. هن وڌيڪ چيو ته پارٽي پنهنجي جدوجهد جاري رکندي ۽ ڪنهن به قيمت تي عوام جي حقن تي سودو نه ڪندي. bbox=[908, 1432, 1080, 1583]
headline: ڪارڪن مذمت bbox=[9, 2241, 176, 2262]
headline: سنڌو ڪلب جي سالياني چونڊ bbox=[9, 367, 176, 403]
article-text: ان موقعي تي ڳالهائيندي چيو ته سنڌ جي عوام کي سندن حق ڏيڻ گهرجن ۽ حڪومت کي گهرجي ته هو فوري طور تي انهن مسئلن جو حل ڪري جيئن عوام کي راحت ملي سگهي ۽ علائقي ۾ امن امان جي صورتحال بهتر ٿي سگهي. هن وڌيڪ چيو ته پارٽي پنهنجي جدوجهد جاري رکندي ۽ ڪنهن به قيمت تي عوام جي حقن تي سودو نه ڪندي. bbox=[1275, 554, 1446, 704]
article-text: ان موقعي تي ڳالهائيندي چيو ته سنڌ جي عوام کي سندن حق ڏيڻ گهرجن ۽ حڪومت کي گهرجي ته هو فوري طور تي انهن مسئلن جو حل ڪري جيئن عوام کي راحت ملي سگهي ۽ علائقي ۾ امن امان جي صورتحال بهتر ٿي سگهي. هن وڌيڪ چيو ته پارٽي پنهنجي جدوجهد جاري رکندي ۽ ڪنهن به قيمت تي عوام جي حقن تي سودو نه ڪندي. bbox=[186, 575, 358, 726]
page-number: 4 bbox=[1388, 7, 1432, 44]
headline: خيرپور ايڪشن bbox=[908, 2140, 1080, 2161]
headline: خان ستي bbox=[368, 1100, 537, 1121]
article-text: ان موقعي تي ڳالهائيندي چيو ته سنڌ جي عوام کي سندن حق ڏيڻ گهرجن ۽ حڪومت کي گهرجي ته هو فوري طور تي انهن مسئلن جو حل ڪري جيئن عوام کي راحت ملي سگهي ۽ علائقي ۾ امن امان جي صورتحال بهتر ٿي سگهي. هن وڌيڪ چيو ته پارٽي پنهنجي جدوجهد جاري رکندي ۽ ڪنهن به قيمت تي عوام جي حقن تي سودو نه ڪندي. bbox=[368, 1691, 537, 1841]
article-text: ان موقعي تي ڳالهائيندي چيو ته سنڌ جي عوام کي سندن حق ڏيڻ گهرجن ۽ حڪومت کي گهرجي ته هو فوري طور تي انهن مسئلن جو حل ڪري جيئن عوام کي راحت ملي سگهي ۽ علائقي ۾ امن امان جي صورتحال بهتر ٿي سگهي. هن وڌيڪ چيو ته پارٽي پنهنجي جدوجهد جاري رکندي ۽ ڪنهن به قيمت تي عوام جي حقن تي سودو نه ڪندي. bbox=[1275, 239, 1446, 390]
column-rule bbox=[902, 51, 903, 2036]
article-text: ان موقعي تي ڳالهائيندي چيو ته سنڌ جي عوام کي سندن حق ڏيڻ گهرجن ۽ حڪومت کي گهرجي ته هو فوري طور تي انهن مسئلن جو حل ڪري جيئن عوام کي راحت ملي سگهي ۽ علائقي ۾ امن امان جي صورتحال بهتر ٿي سگهي. هن وڌيڪ چيو ته پارٽي پنهنجي جدوجهد جاري رکندي ۽ ڪنهن به قيمت تي عوام جي حقن تي سودو نه ڪندي. bbox=[186, 1675, 358, 1826]
article-text: ان موقعي تي ڳالهائيندي چيو ته سنڌ جي عوام کي سندن حق ڏيڻ گهرجن ۽ حڪومت کي گهرجي ته هو فوري طور تي انهن مسئلن جو حل ڪري جيئن عوام کي راحت ملي سگهي ۽ علائقي ۾ امن امان جي صورتحال بهتر ٿي سگهي. هن وڌيڪ چيو ته پارٽي پنهنجي جدوجهد جاري رکندي ۽ ڪنهن به قيمت تي عوام جي حقن تي سودو نه ڪندي. bbox=[9, 1743, 176, 1894]
column-4 bbox=[549, 393, 722, 2180]
article-text: ان موقعي تي ڳالهائيندي چيو ته سنڌ جي عوام کي سندن حق ڏيڻ گهرجن ۽ حڪومت کي گهرجي ته هو فوري طور تي انهن مسئلن جو حل ڪري جيئن عوام کي راحت ملي سگهي ۽ علائقي ۾ امن امان جي صورتحال بهتر ٿي سگهي. هن وڌيڪ چيو ته پارٽي پنهنجي جدوجهد جاري رکندي ۽ ڪنهن به قيمت تي عوام جي حقن تي سودو نه ڪندي. bbox=[368, 575, 537, 726]
article-text: ان موقعي تي ڳالهائيندي چيو ته سنڌ جي عوام کي سندن حق ڏيڻ گهرجن ۽ حڪومت کي گهرجي ته هو فوري طور تي انهن مسئلن جو حل ڪري جيئن عوام کي راحت ملي سگهي ۽ علائقي ۾ امن امان جي صورتحال بهتر ٿي سگهي. هن وڌيڪ چيو ته پارٽي پنهنجي جدوجهد جاري رکندي ۽ ڪنهن به قيمت تي عوام جي حقن تي سودو نه ڪندي. bbox=[1275, 1392, 1446, 1542]
article-text: ان موقعي تي ڳالهائيندي چيو ته سنڌ جي عوام کي سندن حق ڏيڻ گهرجن ۽ حڪومت کي گهرجي ته هو فوري طور تي انهن مسئلن جو حل ڪري جيئن عوام کي راحت ملي سگهي ۽ علائقي ۾ امن امان جي صورتحال بهتر ٿي سگهي. هن وڌيڪ چيو ته پارٽي پنهنجي جدوجهد جاري رکندي ۽ ڪنهن به قيمت تي عوام جي حقن تي سودو نه ڪندي. bbox=[1275, 1235, 1446, 1385]
article-text: ان موقعي تي ڳالهائيندي چيو ته سنڌ جي عوام کي سندن حق ڏيڻ گهرجن ۽ حڪومت کي گهرجي ته هو فوري طور تي انهن مسئلن جو حل ڪري جيئن عوام کي راحت ملي سگهي ۽ علائقي ۾ امن امان جي صورتحال بهتر ٿي سگهي. هن وڌيڪ چيو ته پارٽي پنهنجي جدوجهد جاري رکندي ۽ ڪنهن به قيمت تي عوام جي حقن تي سودو نه ڪندي. bbox=[908, 2166, 1080, 2316]
headline: ترشيد / نامزدگي bbox=[549, 1622, 722, 1643]
brand-name: Kawish bbox=[85, 9, 195, 41]
article-text: ان موقعي تي ڳالهائيندي چيو ته سنڌ جي عوام کي سندن حق ڏيڻ گهرجن ۽ حڪومت کي گهرجي ته هو فوري طور تي انهن مسئلن جو حل ڪري جيئن عوام کي راحت ملي سگهي ۽ علائقي ۾ امن امان جي صورتحال بهتر ٿي سگهي. هن وڌيڪ چيو ته پارٽي پنهنجي جدوجهد جاري رکندي ۽ ڪنهن به قيمت تي عوام جي حقن تي سودو نه ڪندي. bbox=[1089, 235, 1264, 386]
article-text: ان موقعي تي ڳالهائيندي چيو ته سنڌ جي عوام کي سندن حق ڏيڻ گهرجن ۽ حڪومت کي گهرجي ته هو فوري طور تي انهن مسئلن جو حل ڪري جيئن عوام کي راحت ملي سگهي ۽ علائقي ۾ امن امان جي صورتحال بهتر ٿي سگهي. هن وڌيڪ چيو ته پارٽي پنهنجي جدوجهد جاري رکندي ۽ ڪنهن به قيمت تي عوام جي حقن تي سودو نه ڪندي. bbox=[368, 1324, 537, 1475]
article-text: ان موقعي تي ڳالهائيندي چيو ته سنڌ جي عوام کي سندن حق ڏيڻ گهرجن ۽ حڪومت کي گهرجي ته هو فوري طور تي انهن مسئلن جو حل ڪري جيئن عوام کي راحت ملي سگهي ۽ علائقي ۾ امن امان جي صورتحال بهتر ٿي سگهي. هن وڌيڪ چيو ته پارٽي پنهنجي جدوجهد جاري رکندي ۽ ڪنهن به قيمت تي عوام جي حقن تي سودو نه ڪندي. bbox=[9, 591, 176, 741]
article-text: ان موقعي تي ڳالهائيندي چيو ته سنڌ جي عوام کي سندن حق ڏيڻ گهرجن ۽ حڪومت کي گهرجي ته هو فوري طور تي انهن مسئلن جو حل ڪري جيئن عوام کي راحت ملي سگهي ۽ علائقي ۾ امن امان جي صورتحال بهتر ٿي سگهي. هن وڌيڪ چيو ته پارٽي پنهنجي جدوجهد جاري رکندي ۽ ڪنهن به قيمت تي عوام جي حقن تي سودو نه ڪندي. bbox=[732, 1009, 898, 1160]
article-text: ان موقعي تي ڳالهائيندي چيو ته سنڌ جي عوام کي سندن حق ڏيڻ گهرجن ۽ حڪومت کي گهرجي ته هو فوري طور تي انهن مسئلن جو حل ڪري جيئن عوام کي راحت ملي سگهي ۽ علائقي ۾ امن امان جي صورتحال بهتر ٿي سگهي. هن وڌيڪ چيو ته پارٽي پنهنجي جدوجهد جاري رکندي ۽ ڪنهن به قيمت تي عوام جي حقن تي سودو نه ڪندي. bbox=[9, 209, 176, 359]
column-rule bbox=[362, 51, 363, 2036]
headline: بنيظير اجلاس bbox=[1275, 57, 1446, 78]
headline: ڪميونسٽ پارٽي اميدوار bbox=[368, 1283, 537, 1320]
column-rule bbox=[1269, 51, 1270, 2036]
headline: سپريم ڪورٽ جو حڪم bbox=[186, 917, 358, 938]
article-text: ان موقعي تي ڳالهائيندي چيو ته سنڌ جي عوام کي سندن حق ڏيڻ گهرجن ۽ حڪومت کي گهرجي ته هو فوري طور تي انهن مسئلن جو حل ڪري جيئن عوام کي راحت ملي سگهي ۽ علائقي ۾ امن امان جي صورتحال بهتر ٿي سگهي. هن وڌيڪ چيو ته پارٽي پنهنجي جدوجهد جاري رکندي ۽ ڪنهن به قيمت تي عوام جي حقن تي سودو نه ڪندي. bbox=[908, 1799, 1080, 1950]
article-text: ان موقعي تي ڳالهائيندي چيو ته سنڌ جي عوام کي سندن حق ڏيڻ گهرجن ۽ حڪومت کي گهرجي ته هو فوري طور تي انهن مسئلن جو حل ڪري جيئن عوام کي راحت ملي سگهي ۽ علائقي ۾ امن امان جي صورتحال بهتر ٿي سگهي. هن وڌيڪ چيو ته پارٽي پنهنجي جدوجهد جاري رکندي ۽ ڪنهن به قيمت تي عوام جي حقن تي سودو نه ڪندي. bbox=[186, 392, 358, 543]
article-text: ان موقعي تي ڳالهائيندي چيو ته سنڌ جي عوام کي سندن حق ڏيڻ گهرجن ۽ حڪومت کي گهرجي ته هو فوري طور تي انهن مسئلن جو حل ڪري جيئن عوام کي راحت ملي سگهي ۽ علائقي ۾ امن امان جي صورتحال بهتر ٿي سگهي. هن وڌيڪ چيو ته پارٽي پنهنجي جدوجهد جاري رکندي ۽ ڪنهن به قيمت تي عوام جي حقن تي سودو نه ڪندي. bbox=[186, 52, 358, 202]
masthead bbox=[7, 4, 1442, 45]
article-text: ان موقعي تي ڳالهائيندي چيو ته سنڌ جي عوام کي سندن حق ڏيڻ گهرجن ۽ حڪومت کي گهرجي ته هو فوري طور تي انهن مسئلن جو حل ڪري جيئن عوام کي راحت ملي سگهي ۽ علائقي ۾ امن امان جي صورتحال بهتر ٿي سگهي. هن وڌيڪ چيو ته پارٽي پنهنجي جدوجهد جاري رکندي ۽ ڪنهن به قيمت تي عوام جي حقن تي سودو نه ڪندي. bbox=[1275, 82, 1446, 233]
headline: احتجاج bbox=[186, 1650, 358, 1671]
headline: ڀٽيلي bbox=[1090, 890, 1264, 912]
column-3 bbox=[368, 51, 537, 2036]
headline: پيٽارو فائل bbox=[549, 2003, 722, 2025]
headline: علي حسن چانڊيو / خيرپور bbox=[549, 1805, 722, 1841]
article-text: ان موقعي تي ڳالهائيندي چيو ته سنڌ جي عوام کي سندن حق ڏيڻ گهرجن ۽ حڪومت کي گهرجي ته هو فوري طور تي انهن مسئلن جو حل ڪري جيئن عوام کي راحت ملي سگهي ۽ علائقي ۾ امن امان جي صورتحال بهتر ٿي سگهي. هن وڌيڪ چيو ته پارٽي پنهنجي جدوجهد جاري رکندي ۽ ڪنهن به قيمت تي عوام جي حقن تي سودو نه ڪندي. bbox=[732, 1480, 898, 1631]
article-text: ان موقعي تي ڳالهائيندي چيو ته سنڌ جي عوام کي سندن حق ڏيڻ گهرجن ۽ حڪومت کي گهرجي ته هو فوري طور تي انهن مسئلن جو حل ڪري جيئن عوام کي راحت ملي سگهي ۽ علائقي ۾ امن امان جي صورتحال بهتر ٿي سگهي. هن وڌيڪ چيو ته پارٽي پنهنجي جدوجهد جاري رکندي ۽ ڪنهن به قيمت تي عوام جي حقن تي سودو نه ڪندي. bbox=[908, 1249, 1080, 1400]
article-text: ان موقعي تي ڳالهائيندي چيو ته سنڌ جي عوام کي سندن حق ڏيڻ گهرجن ۽ حڪومت کي گهرجي ته هو فوري طور تي انهن مسئلن جو حل ڪري جيئن عوام کي راحت ملي سگهي ۽ علائقي ۾ امن امان جي صورتحال بهتر ٿي سگهي. هن وڌيڪ چيو ته پارٽي پنهنجي جدوجهد جاري رکندي ۽ ڪنهن به قيمت تي عوام جي حقن تي سودو نه ڪندي. bbox=[549, 1846, 722, 1996]
article-text: ان موقعي تي ڳالهائيندي چيو ته سنڌ جي عوام کي سندن حق ڏيڻ گهرجن ۽ حڪومت کي گهرجي ته هو فوري طور تي انهن مسئلن جو حل ڪري جيئن عوام کي راحت ملي سگهي ۽ علائقي ۾ امن امان جي صورتحال بهتر ٿي سگهي. هن وڌيڪ چيو ته پارٽي پنهنجي جدوجهد جاري رکندي ۽ ڪنهن به قيمت تي عوام جي حقن تي سودو نه ڪندي. bbox=[549, 573, 722, 724]
article-text: ان موقعي تي ڳالهائيندي چيو ته سنڌ جي عوام کي سندن حق ڏيڻ گهرجن ۽ حڪومت کي گهرجي ته هو فوري طور تي انهن مسئلن جو حل ڪري جيئن عوام کي راحت ملي سگهي ۽ علائقي ۾ امن امان جي صورتحال بهتر ٿي سگهي. هن وڌيڪ چيو ته پارٽي پنهنجي جدوجهد جاري رکندي ۽ ڪنهن به قيمت تي عوام جي حقن تي سودو نه ڪندي. bbox=[368, 1125, 537, 1276]
article-text: ان موقعي تي ڳالهائيندي چيو ته سنڌ جي عوام کي سندن حق ڏيڻ گهرجن ۽ حڪومت کي گهرجي ته هو فوري طور تي انهن مسئلن جو حل ڪري جيئن عوام کي راحت ملي سگهي ۽ علائقي ۾ امن امان جي صورتحال بهتر ٿي سگهي. هن وڌيڪ چيو ته پارٽي پنهنجي جدوجهد جاري رکندي ۽ ڪنهن به قيمت تي عوام جي حقن تي سودو نه ڪندي. bbox=[9, 748, 176, 898]
article-text: ان موقعي تي ڳالهائيندي چيو ته سنڌ جي عوام کي سندن حق ڏيڻ گهرجن ۽ حڪومت کي گهرجي ته هو فوري طور تي انهن مسئلن جو حل ڪري جيئن عوام کي راحت ملي سگهي ۽ علائقي ۾ امن امان جي صورتحال بهتر ٿي سگهي. هن وڌيڪ چيو ته پارٽي پنهنجي جدوجهد جاري رکندي ۽ ڪنهن به قيمت تي عوام جي حقن تي سودو نه ڪندي. bbox=[368, 418, 537, 569]
headline: اعتراض bbox=[368, 1665, 537, 1686]
column-rule bbox=[180, 51, 181, 2036]
advert-box: ايم جو ايم اي فيصلي جو ايم جي تعزيت bbox=[1275, 1731, 1446, 1822]
article-text: ان موقعي تي ڳالهائيندي چيو ته سنڌ جي عوام کي سندن حق ڏيڻ گهرجن ۽ حڪومت کي گهرجي ته هو فوري طور تي انهن مسئلن جو حل ڪري جيئن عوام کي راحت ملي سگهي ۽ علائقي ۾ امن امان جي صورتحال بهتر ٿي سگهي. هن وڌيڪ چيو ته پارٽي پنهنجي جدوجهد جاري رکندي ۽ ڪنهن به قيمت تي عوام جي حقن تي سودو نه ڪندي. bbox=[908, 140, 1080, 291]
